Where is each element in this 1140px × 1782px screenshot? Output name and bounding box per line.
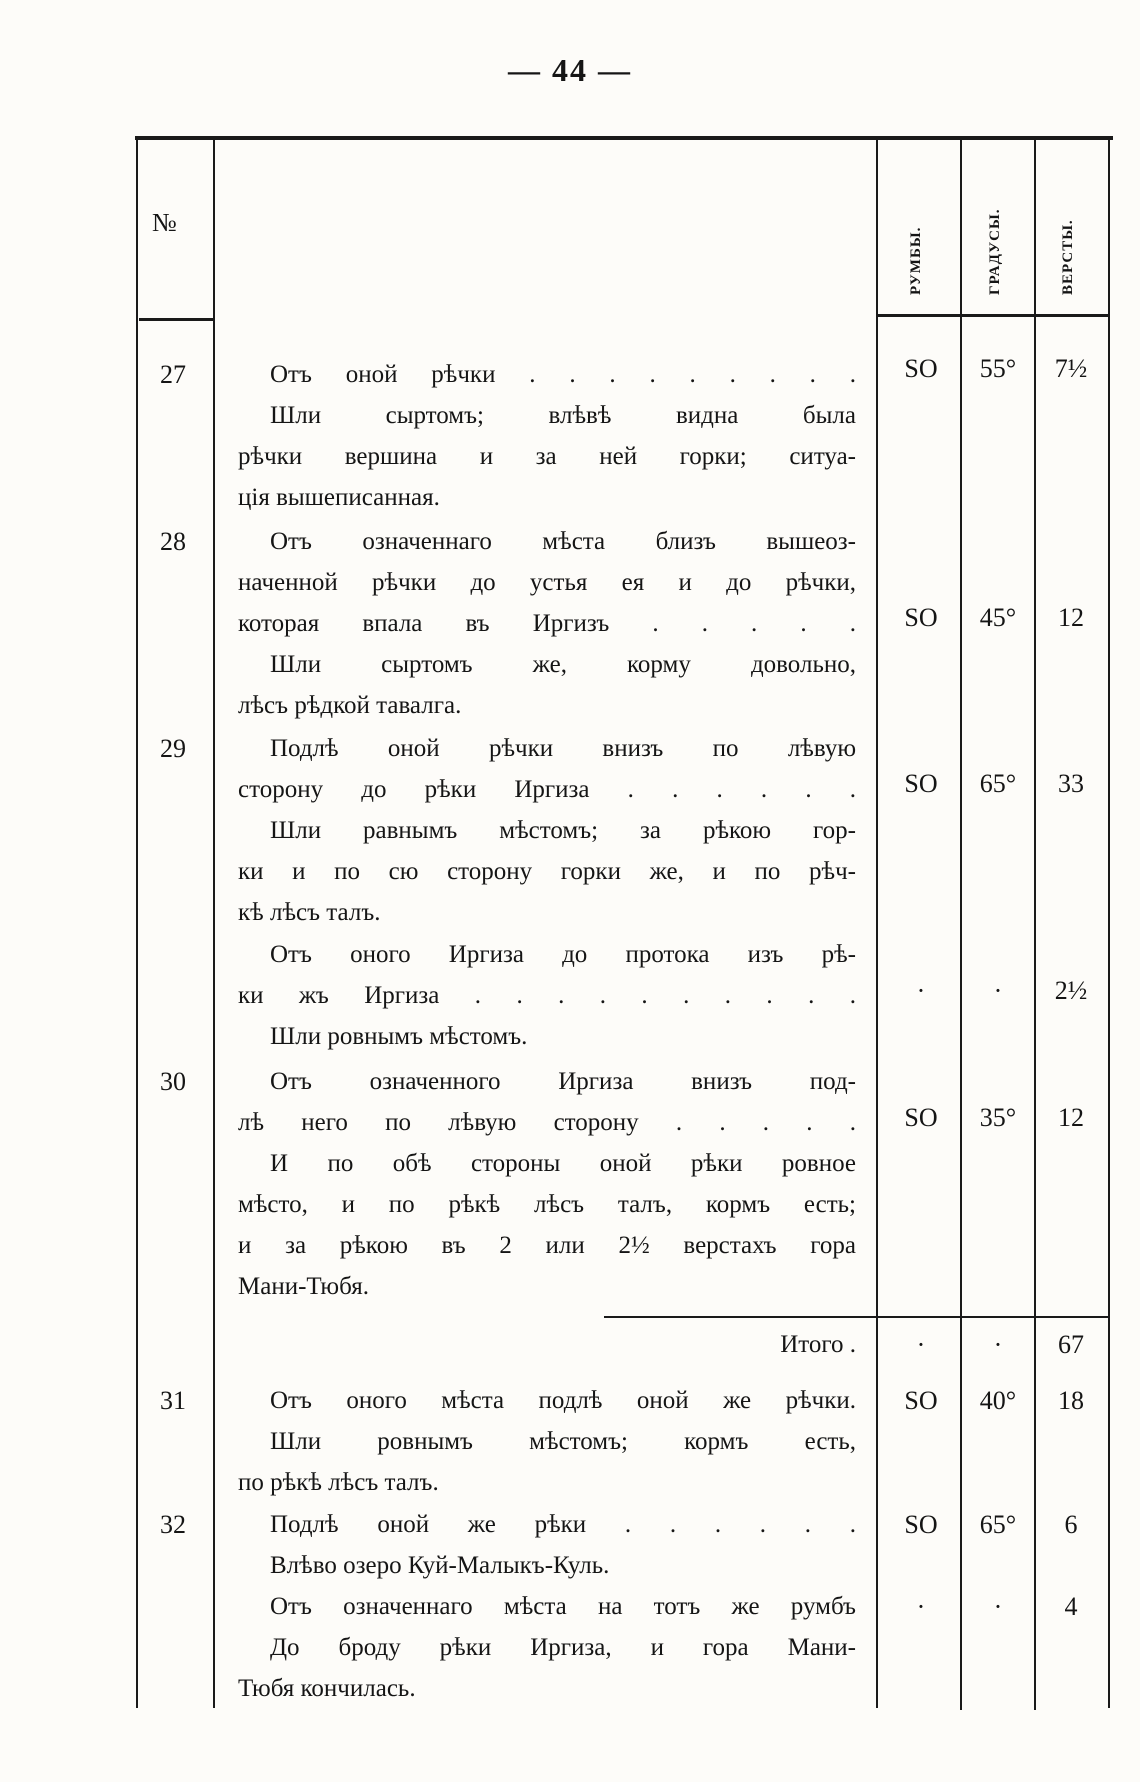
row-number: 32 [160, 1510, 186, 1539]
left-border-line [136, 138, 138, 1708]
text-line: Отъ оного мѣста подлѣ оной же рѣчки. [270, 1387, 856, 1414]
text-line: Подлѣ оной же рѣки . . . . . . [270, 1511, 856, 1538]
verst-cell: 2½ [1054, 976, 1088, 1005]
page-number: — 44 — [508, 52, 632, 88]
total-label: Итого . [780, 1331, 856, 1358]
verst-cell: 12 [1058, 603, 1084, 632]
text-line: и за рѣкою въ 2 или 2½ верстахъ гора [238, 1232, 856, 1259]
degree-cell: · [993, 1592, 1003, 1621]
text-line: наченной рѣчки до устья ея и до рѣчки, [238, 569, 856, 596]
verst-column-header: ВЕРСТЫ. [1060, 219, 1076, 295]
text-line: Шли ровнымъ мѣстомъ. [270, 1023, 528, 1050]
text-line: Отъ означеннаго мѣста близъ вышеоз- [270, 528, 856, 555]
rumb-cell: SO [904, 354, 938, 383]
text-line: сторону до рѣки Иргиза . . . . . . [238, 776, 856, 803]
degree-cell: 65° [979, 769, 1017, 798]
number-column-header: № [152, 208, 177, 237]
text-line: Шли сыртомъ же, корму довольно, [270, 651, 856, 678]
rumb-cell: SO [904, 1386, 938, 1415]
verst-cell: 33 [1058, 769, 1084, 798]
row-number: 30 [160, 1067, 186, 1096]
text-line: рѣчки вершина и за ней горки; ситуа- [238, 443, 856, 470]
verst-cell: 4 [1064, 1592, 1078, 1621]
verst-cell: 12 [1058, 1103, 1084, 1132]
rumb-cell: · [916, 1330, 926, 1359]
total-verst-cell: 67 [1058, 1330, 1084, 1359]
text-line: Тюбя кончилась. [238, 1675, 416, 1702]
text-line: Шли равнымъ мѣстомъ; за рѣкою гор- [270, 817, 856, 844]
verst-cell: 6 [1064, 1510, 1078, 1539]
table-top-rule [135, 136, 1113, 140]
text-line: Отъ оной рѣчки . . . . . . . . . [270, 361, 856, 388]
row-number: 29 [160, 734, 186, 763]
text-line: ки жъ Иргиза . . . . . . . . . . [238, 982, 856, 1009]
right-border-line [1108, 138, 1110, 1708]
header-bottom-rule-right [876, 314, 1110, 317]
row-number: 31 [160, 1386, 186, 1415]
text-line: которая впала въ Иргизъ . . . . . [238, 610, 856, 637]
degree-cell: 45° [979, 603, 1017, 632]
text-line: кѣ лѣсъ талъ. [238, 899, 381, 926]
rumb-cell: · [916, 976, 926, 1005]
degree-cell: 35° [979, 1103, 1017, 1132]
degree-cell: · [993, 976, 1003, 1005]
row-number: 28 [160, 527, 186, 556]
text-line: Влѣво озеро Куй-Малыкъ-Куль. [270, 1552, 610, 1579]
header-bottom-rule-left [139, 318, 213, 321]
degree-cell: 65° [979, 1510, 1017, 1539]
degree-cell: 55° [979, 354, 1017, 383]
text-line: Отъ означеннаго мѣста на тотъ же румбъ [270, 1593, 856, 1620]
text-line: Мани-Тюбя. [238, 1273, 369, 1300]
text-line: Шли сыртомъ; влѣвѣ видна была [270, 402, 856, 429]
rumb-cell: SO [904, 603, 938, 632]
text-line: по рѣкѣ лѣсъ талъ. [238, 1469, 439, 1496]
text-line: лѣ него по лѣвую сторону . . . . . [238, 1109, 856, 1136]
rumb-cell: SO [904, 1510, 938, 1539]
rumb-cell: SO [904, 1103, 938, 1132]
rumb-cell: SO [904, 769, 938, 798]
verst-cell: 7½ [1054, 354, 1088, 383]
row-number: 27 [160, 360, 186, 389]
text-line: Подлѣ оной рѣчки внизъ по лѣвую [270, 735, 856, 762]
rumb-column-header: РУМБЫ. [908, 226, 924, 295]
total-top-rule [604, 1316, 1108, 1318]
degree-cell: 40° [979, 1386, 1017, 1415]
text-line: ки и по сю сторону горки же, и по рѣч- [238, 858, 856, 885]
text-line: лѣсъ рѣдкой тавалга. [238, 692, 462, 719]
degree-cell: · [993, 1330, 1003, 1359]
number-column-divider [213, 138, 215, 1708]
text-line: Отъ означенного Иргиза внизъ под- [270, 1068, 856, 1095]
text-line: ція вышеписанная. [238, 484, 440, 511]
rumb-cell: · [916, 1592, 926, 1621]
text-line: мѣсто, и по рѣкѣ лѣсъ талъ, кормъ есть; [238, 1191, 856, 1218]
text-column-divider [876, 138, 878, 1708]
verst-cell: 18 [1058, 1386, 1084, 1415]
text-line: До броду рѣки Иргиза, и гора Мани- [270, 1634, 856, 1661]
degree-column-header: ГРАДУСЫ. [987, 208, 1003, 295]
text-line: И по обѣ стороны оной рѣки ровное [270, 1150, 856, 1177]
text-line: Отъ оного Иргиза до протока изъ рѣ- [270, 941, 856, 968]
text-line: Шли ровнымъ мѣстомъ; кормъ есть, [270, 1428, 856, 1455]
